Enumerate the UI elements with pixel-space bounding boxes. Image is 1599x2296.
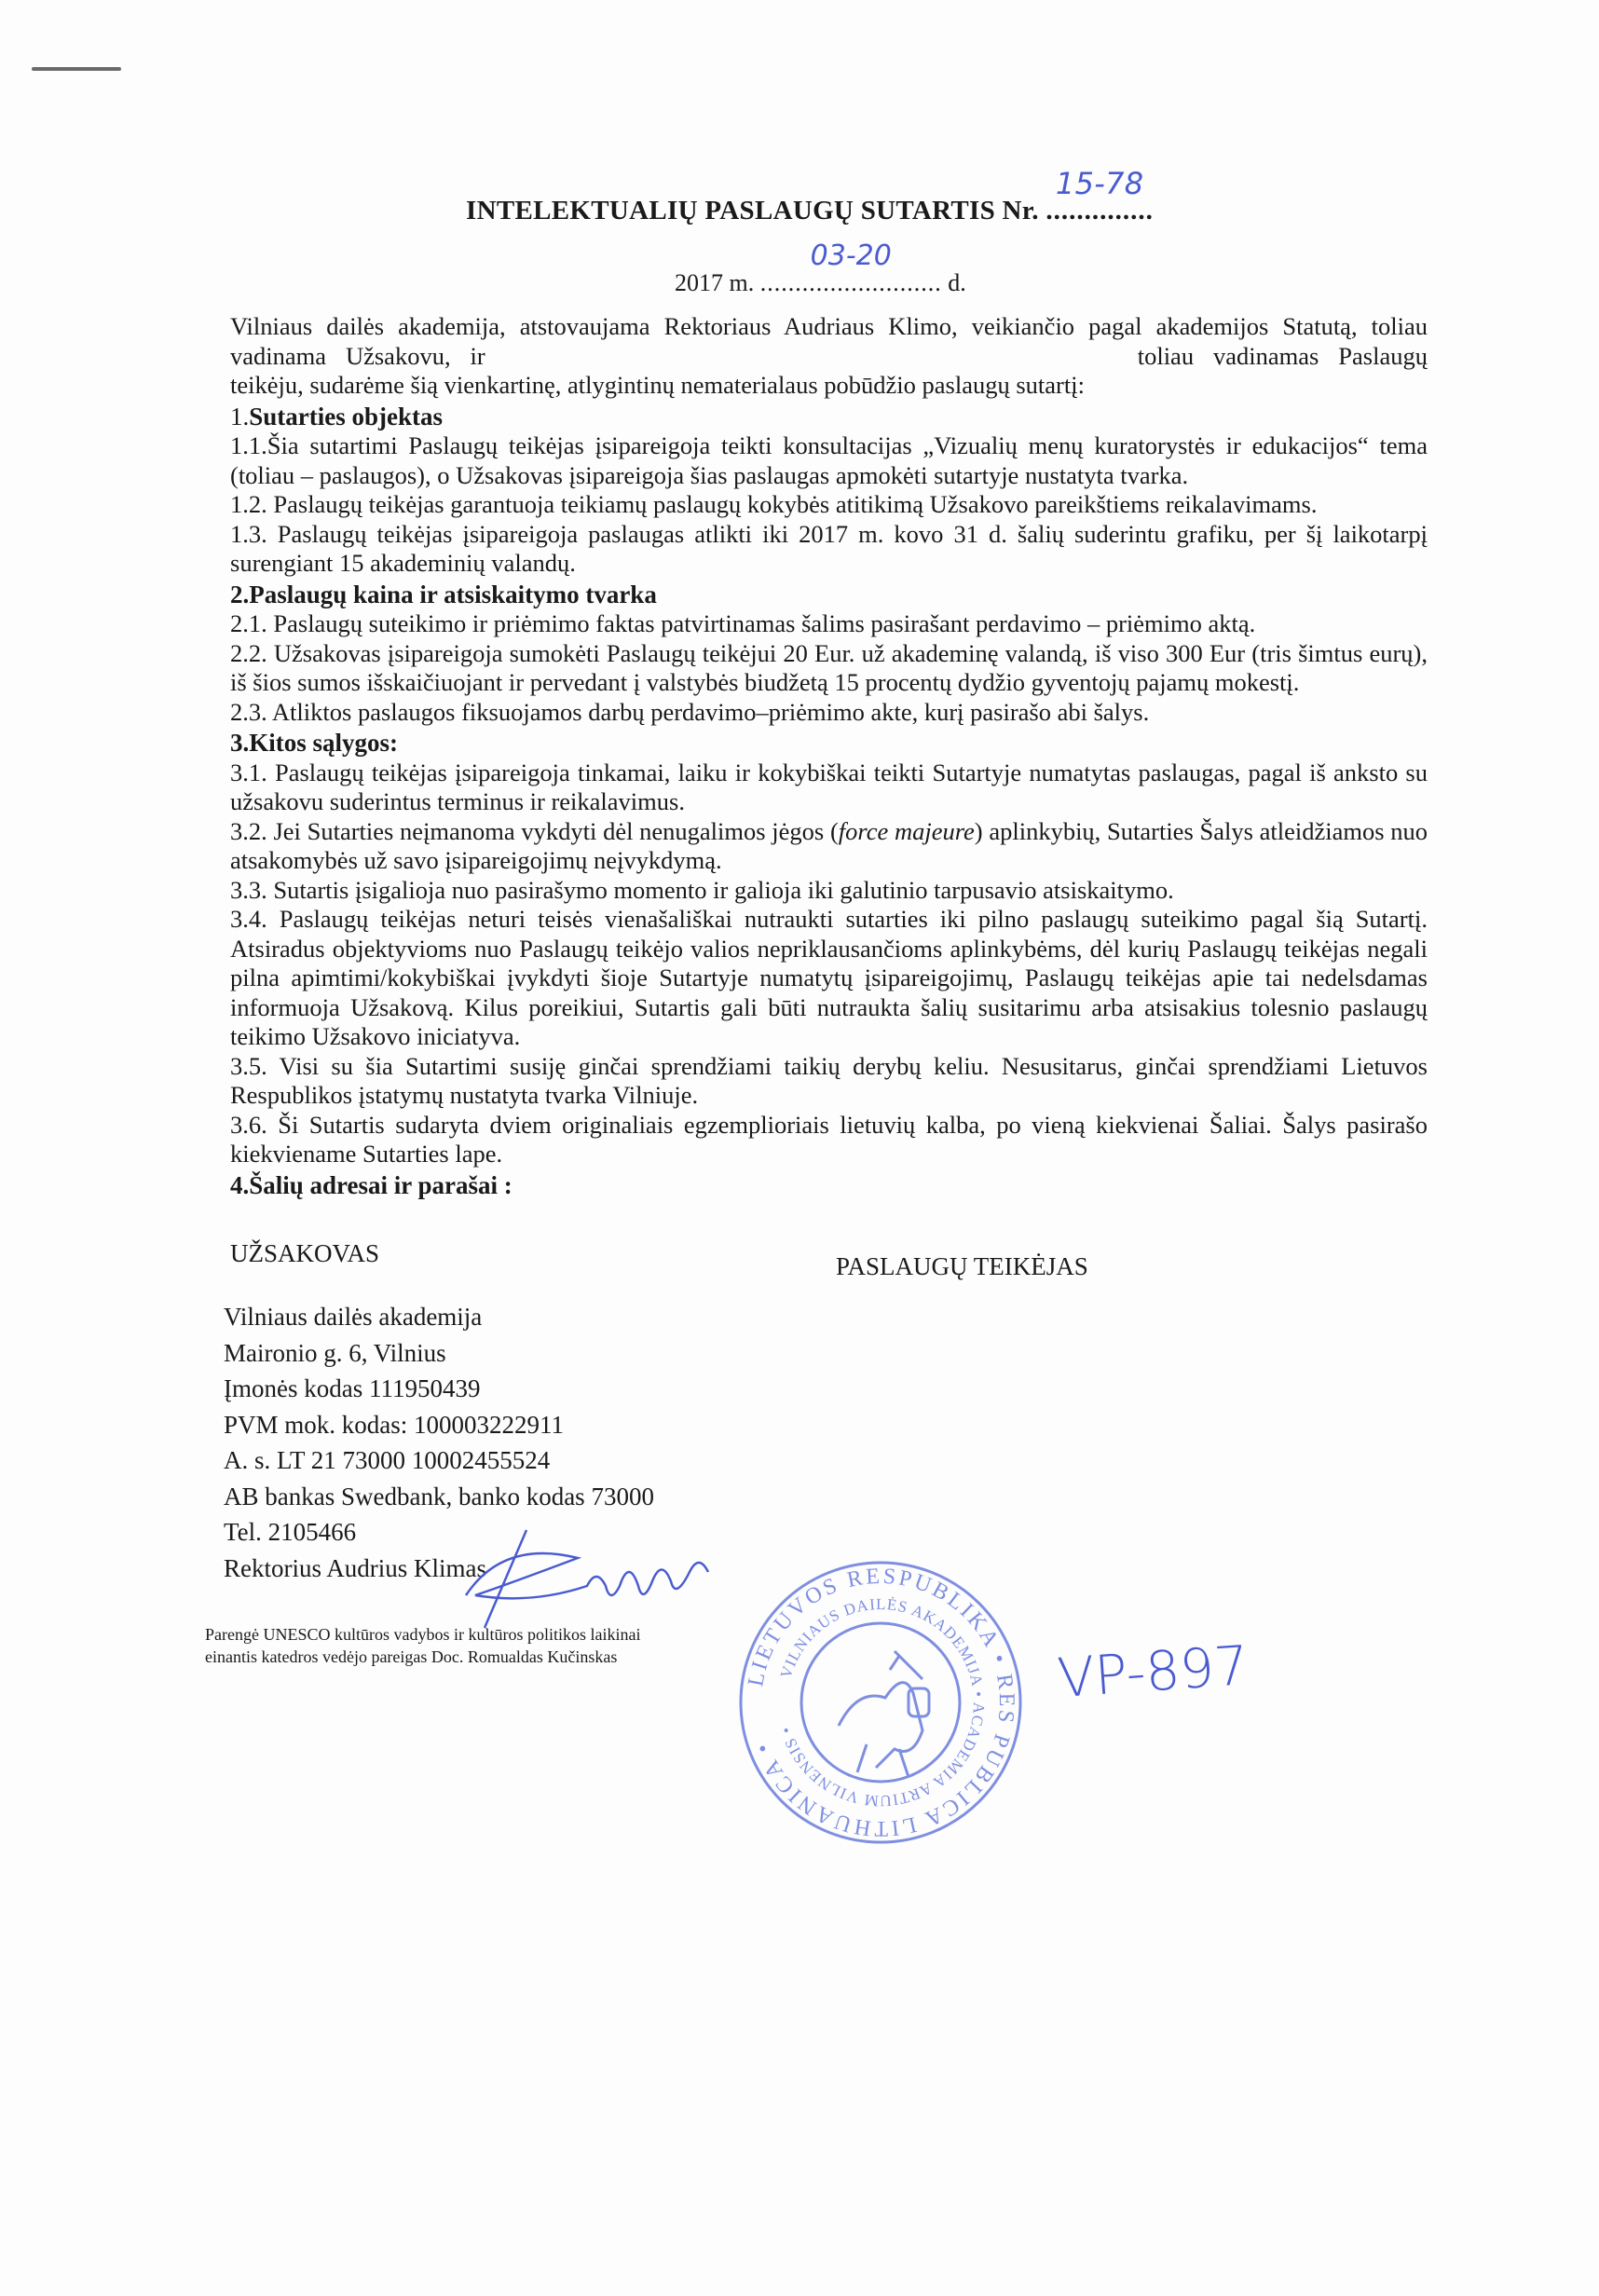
vytis-knight-icon (839, 1651, 929, 1777)
section-heading (230, 1171, 1428, 1201)
document-title (466, 168, 1154, 226)
clause: 3.2. Jei Sutarties neįmanoma vykdyti dėl nenugalimos jėgos (force majeure) aplinkybių, Sutarties Šalys atleidžiamos nuo atsakomybės už savo įsipareigojimų neįvykdymą. (230, 816, 1428, 874)
stamp-outer-text: LIETUVOS RESPUBLIKA • RES PUBLICA LITHUANICA • (744, 1564, 1019, 1841)
svg-text:VILNIAUS DAILĖS AKADEMIJA • AC (777, 1595, 989, 1810)
section-title: Sutarties objektas (249, 402, 443, 430)
intro-line: vadinamas Paslaugų teikėju, sudarėme šią vienkartinę, atlygintinų nematerialaus pobūdžio paslaugų sutartį: (230, 341, 1428, 399)
section-title: Šalių adresai ir parašai : (249, 1170, 512, 1199)
contract-body (230, 312, 1428, 1200)
date-field (760, 240, 942, 294)
clause: 3.6. Ši Sutartis sudaryta dviem originaliais egzemplioriais lietuvių kalba, po vieną kiekvienai Šaliai. Šalys pasirašo kiekviename Sutarties lape. (230, 1110, 1428, 1168)
clause: 3.4. Paslaugų teikėjas neturi teisės vienašališkai nutraukti sutarties iki pilno paslaugų suteikimo pagal šią Sutartį. Atsiradus objektyvioms nuo Paslaugų teikėjo valios nepriklausančioms aplinkybėms, dėl kurių Paslaugų teikėjas negali pilna apimtimi/kokybiškai įvykdyti šioje Sutartyje numatytų įsipareigojimų, Paslaugų teikėjas apie tai nedelsdamas informuoja Užsakovą. Kilus poreikiui, Sutartis gali būti nutraukta šalių susitarimu arba atsisakius tolesnio paslaugų teikimo Užsakovo iniciatyva. (230, 905, 1428, 1050)
prepared-by-note: Parengė UNESCO kultūros vadybos ir kultūros politikos laikinai einantis katedros vedėjo pareigas Doc. Romualdas Kučinskas (205, 1625, 641, 1666)
date-suffix: d. (948, 269, 966, 296)
parties-header (230, 1237, 1428, 1282)
address-line: Vilniaus dailės akademija (224, 1303, 483, 1331)
official-stamp (736, 1558, 1025, 1847)
address-line: Rektorius Audrius Klimas (224, 1553, 486, 1582)
scan-mark (32, 67, 121, 71)
provider-label: PASLAUGŲ TEIKĖJAS (836, 1252, 1088, 1280)
clause: 1.1.Šia sutartimi Paslaugų teikėjas įsipareigoja teikti konsultacijas „Vizualių menų kuratorystės ir edukacijos“ tema (toliau – paslaugos), o Užsakovas įsipareigoja šias paslaugas apmokėti sutartyje nustatyta tvarka. (230, 431, 1428, 489)
clause: 1.2. Paslaugų teikėjas garantuoja teikiamų paslaugų kokybės atitikimą Užsakovo pareikštiems reikalavimams. (230, 490, 1318, 518)
address-line: A. s. LT 21 73000 10002455524 (224, 1446, 551, 1474)
clause: 2.1. Paslaugų suteikimo ir priėmimo faktas patvirtinamas šalims pasirašant perdavimo – priėmimo aktą. (230, 609, 1256, 637)
section-heading (230, 729, 1428, 758)
stamp-inner-text: VILNIAUS DAILĖS AKADEMIJA • ACADEMIA ARTIUM VILNENSIS • (776, 1594, 989, 1811)
contract-number-field (1046, 166, 1154, 226)
address-line: PVM mok. kodas: 100003222911 (224, 1410, 565, 1439)
document-content (205, 312, 1428, 1931)
clause: 3.1. Paslaugų teikėjas įsipareigoja tinkamai, laiku ir kokybiškai teikti Sutartyje numatytas paslaugas, pagal iš anksto su užsakovu suderintus terminus ir reikalavimus. (230, 758, 1428, 815)
section-number: 3. (230, 729, 250, 757)
customer-address (224, 1299, 1428, 1586)
date-year: 2017 m. (675, 269, 755, 296)
number-dots: .............. (1046, 196, 1154, 226)
section-heading (230, 581, 1428, 610)
clause: 3.5. Visi su šia Sutartimi susiję ginčai sprendžiami taikių derybų keliu. Nesusitarus, ginčai sprendžiami Lietuvos Respublikos įstatymų nustatyta tvarka Vilniuje. (230, 1051, 1428, 1109)
date-handwritten: 03-20 (810, 239, 892, 272)
date-dots: .......................... (759, 269, 942, 296)
section-number: 4. (230, 1170, 250, 1199)
section-title: Kitos sąlygos: (249, 729, 399, 757)
clause: 2.2. Užsakovas įsipareigoja sumokėti Paslaugų teikėjui 20 Eur. už akademinę valandą, iš viso 300 Eur (tris šimtus eurų), iš šios sumos išskaičiuojant ir pervedant į valstybės biudžetą 15 procentų dydžio gyventojų pajamų mokestį. (230, 638, 1428, 696)
title-text: INTELEKTUALIŲ PASLAUGŲ SUTARTIS Nr. (466, 196, 1039, 226)
section-number: 1. (230, 402, 250, 430)
intro-line: toliau (1137, 341, 1195, 370)
clause: 2.3. Atliktos paslaugos fiksuojamos darbų perdavimo–priėmimo akte, kurį pasirašo abi šalys. (230, 697, 1150, 726)
section-title: Paslaugų kaina ir atsiskaitymo tvarka (249, 580, 657, 608)
intro-line: Vilniaus dailės akademija, atstovaujama Rektoriaus Audriaus Klimo, veikiančio pagal akademijos Statutą, toliau vadinama Užsakovu, ir (230, 312, 1428, 370)
address-line: Įmonės kodas 111950439 (224, 1374, 481, 1402)
clause: 1.3. Paslaugų teikėjas įsipareigoja paslaugas atlikti iki 2017 m. kovo 31 d. šalių suderintu grafiku, per šį laikotarpį surengiant 15 akademinių valandų. (230, 519, 1428, 577)
customer-label: UŽSAKOVAS (230, 1239, 380, 1267)
section-number: 2. (230, 580, 250, 608)
sections (230, 403, 1428, 1201)
signature (447, 1511, 727, 1633)
address-line: Maironio g. 6, Vilnius (224, 1338, 446, 1367)
intro-paragraph (230, 312, 1428, 401)
clause: 3.3. Sutartis įsigalioja nuo pasirašymo momento ir galioja iki galutinio tarpusavio atsiskaitymo. (230, 875, 1174, 904)
document-date (675, 240, 966, 297)
address-line: Tel. 2105466 (224, 1518, 357, 1546)
handwritten-note: VP-897 (1055, 1633, 1251, 1711)
section-heading (230, 403, 1428, 432)
contract-number-handwritten: 15-78 (1055, 166, 1144, 201)
address-line: AB bankas Swedbank, banko kodas 73000 (224, 1482, 654, 1510)
